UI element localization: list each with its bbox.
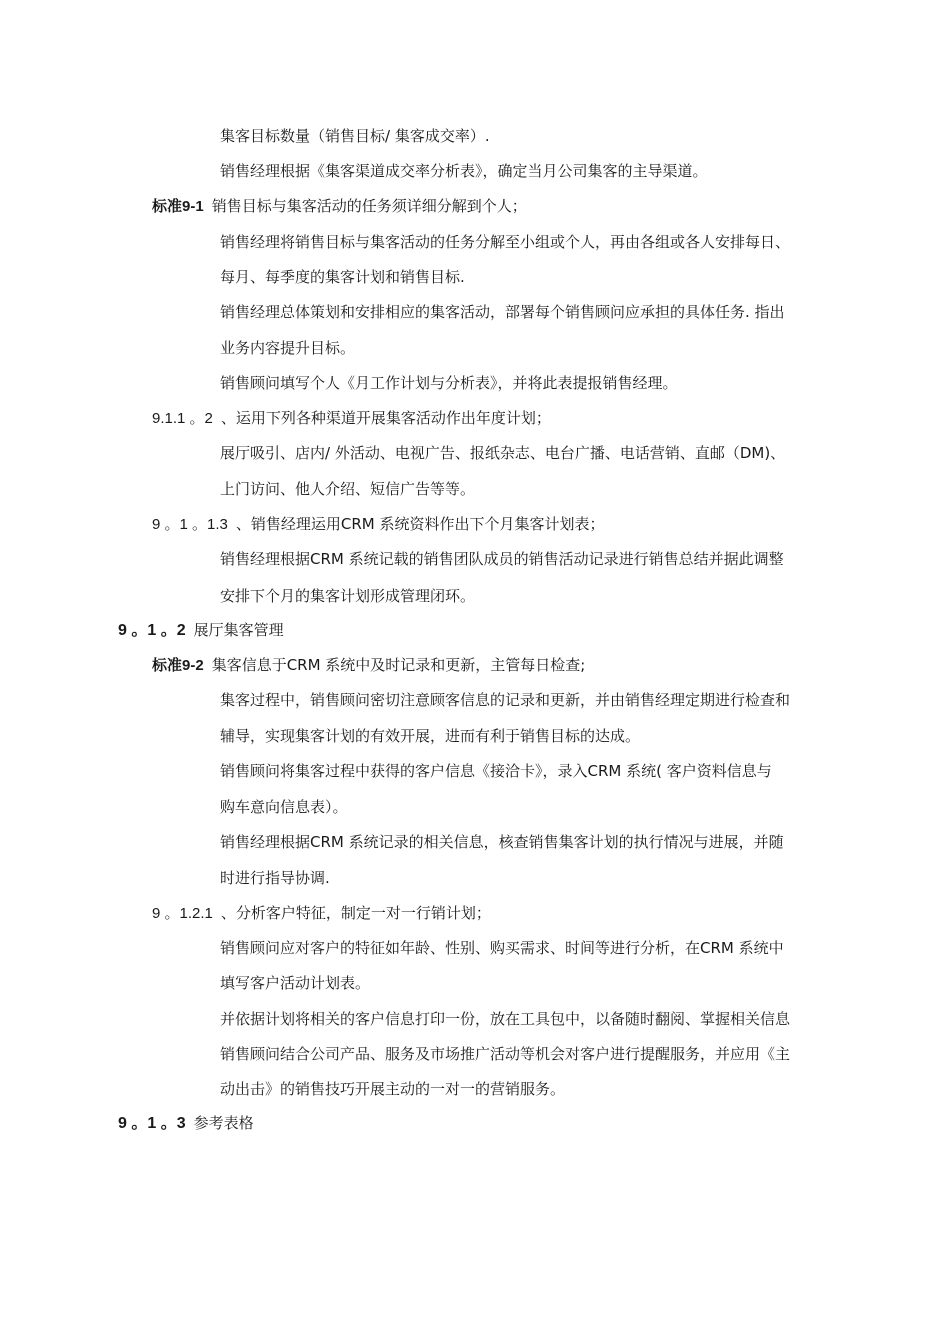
heading-text: 参考表格 xyxy=(193,1114,254,1132)
section-number: 9.1.1 。2 xyxy=(152,410,213,427)
line-text: 销售经理根据《集客渠道成交率分析表》，确定当月公司集客的主导渠道。 xyxy=(220,162,708,180)
paragraph-line xyxy=(220,479,475,499)
heading-text: 集客信息于CRM 系统中及时记录和更新，主管每日检查; xyxy=(211,656,586,674)
paragraph-line xyxy=(220,126,490,146)
paragraph-line xyxy=(220,232,790,252)
heading-text: 、分析客户特征，制定一对一行销计划； xyxy=(220,904,491,922)
standard-heading xyxy=(152,196,527,217)
line-text: 销售顾问应对客户的特征如年龄、性别、购买需求、时间等进行分析，在CRM 系统中 xyxy=(220,939,784,957)
section-heading xyxy=(152,408,551,429)
line-text: 时进行指导协调. xyxy=(220,869,330,887)
paragraph-line xyxy=(220,1009,790,1029)
line-text: 安排下个月的集客计划形成管理闭环。 xyxy=(220,587,476,605)
paragraph-line xyxy=(220,338,355,358)
line-text: 销售经理根据CRM 系统记载的销售团队成员的销售活动记录进行销售总结并据此调整 xyxy=(220,550,784,568)
line-text: 销售顾问填写个人《月工作计划与分析表》，并将此表提报销售经理。 xyxy=(220,374,678,392)
paragraph-line xyxy=(220,161,708,181)
line-text: 每月、每季度的集客计划和销售目标. xyxy=(220,268,465,286)
standard-label: 标准9-1 xyxy=(152,198,204,215)
paragraph-line xyxy=(220,797,348,817)
section-heading xyxy=(118,1113,254,1134)
section-number: 9 。1 。1.3 xyxy=(152,516,228,533)
line-text: 集客过程中，销售顾问密切注意顾客信息的记录和更新，并由销售经理定期进行检查和 xyxy=(220,691,791,709)
line-text: 集客目标数量（销售目标/ 集客成交率）. xyxy=(220,127,490,145)
section-number: 9 。1 。2 xyxy=(118,622,186,639)
paragraph-line xyxy=(220,938,784,958)
line-text: 销售顾问将集客过程中获得的客户信息《接洽卡》，录入CRM 系统( 客户资料信息与 xyxy=(220,762,772,780)
line-text: 销售经理将销售目标与集客活动的任务分解至小组或个人，再由各组或各人安排每日、 xyxy=(220,233,791,251)
paragraph-line xyxy=(220,761,772,781)
line-text: 上门访问、他人介绍、短信广告等等。 xyxy=(220,480,476,498)
line-text: 辅导，实现集客计划的有效开展，进而有利于销售目标的达成。 xyxy=(220,727,641,745)
line-text: 销售经理总体策划和安排相应的集客活动，部署每个销售顾问应承担的具体任务. 指出 xyxy=(220,303,785,321)
paragraph-line xyxy=(220,373,678,393)
standard-label: 标准9-2 xyxy=(152,657,204,674)
standard-heading xyxy=(152,655,585,676)
heading-text: 销售目标与集客活动的任务须详细分解到个人； xyxy=(211,197,527,215)
line-text: 展厅吸引、店内/ 外活动、电视广告、报纸杂志、电台广播、电话营销、直邮（DM)、 xyxy=(220,444,786,462)
paragraph-line xyxy=(220,302,785,322)
section-heading xyxy=(152,903,491,924)
heading-text: 、销售经理运用CRM 系统资料作出下个月集客计划表； xyxy=(235,515,605,533)
line-text: 销售经理根据CRM 系统记录的相关信息，核查销售集客计划的执行情况与进展，并随 xyxy=(220,833,784,851)
line-text: 购车意向信息表）。 xyxy=(220,798,348,816)
paragraph-line xyxy=(220,973,370,993)
paragraph-line xyxy=(220,690,790,710)
line-text: 销售顾问结合公司产品、服务及市场推广活动等机会对客户进行提醒服务，并应用《主 xyxy=(220,1045,791,1063)
paragraph-line xyxy=(220,586,475,606)
paragraph-line xyxy=(220,1079,565,1099)
paragraph-line xyxy=(220,1044,790,1064)
section-heading xyxy=(152,514,604,535)
paragraph-line xyxy=(220,549,784,569)
paragraph-line xyxy=(220,726,640,746)
line-text: 业务内容提升目标。 xyxy=(220,339,356,357)
heading-text: 、运用下列各种渠道开展集客活动作出年度计划； xyxy=(220,409,551,427)
section-number: 9 。1.2.1 xyxy=(152,905,213,922)
line-text: 并依据计划将相关的客户信息打印一份，放在工具包中，以备随时翻阅、掌握相关信息 xyxy=(220,1010,791,1028)
paragraph-line xyxy=(220,868,330,888)
paragraph-line xyxy=(220,832,784,852)
section-heading xyxy=(118,620,284,641)
line-text: 填写客户活动计划表。 xyxy=(220,974,371,992)
section-number: 9 。1 。3 xyxy=(118,1115,186,1132)
line-text: 动出击》的销售技巧开展主动的一对一的营销服务。 xyxy=(220,1080,566,1098)
heading-text: 展厅集客管理 xyxy=(193,621,284,639)
paragraph-line xyxy=(220,267,465,287)
paragraph-line xyxy=(220,443,785,463)
